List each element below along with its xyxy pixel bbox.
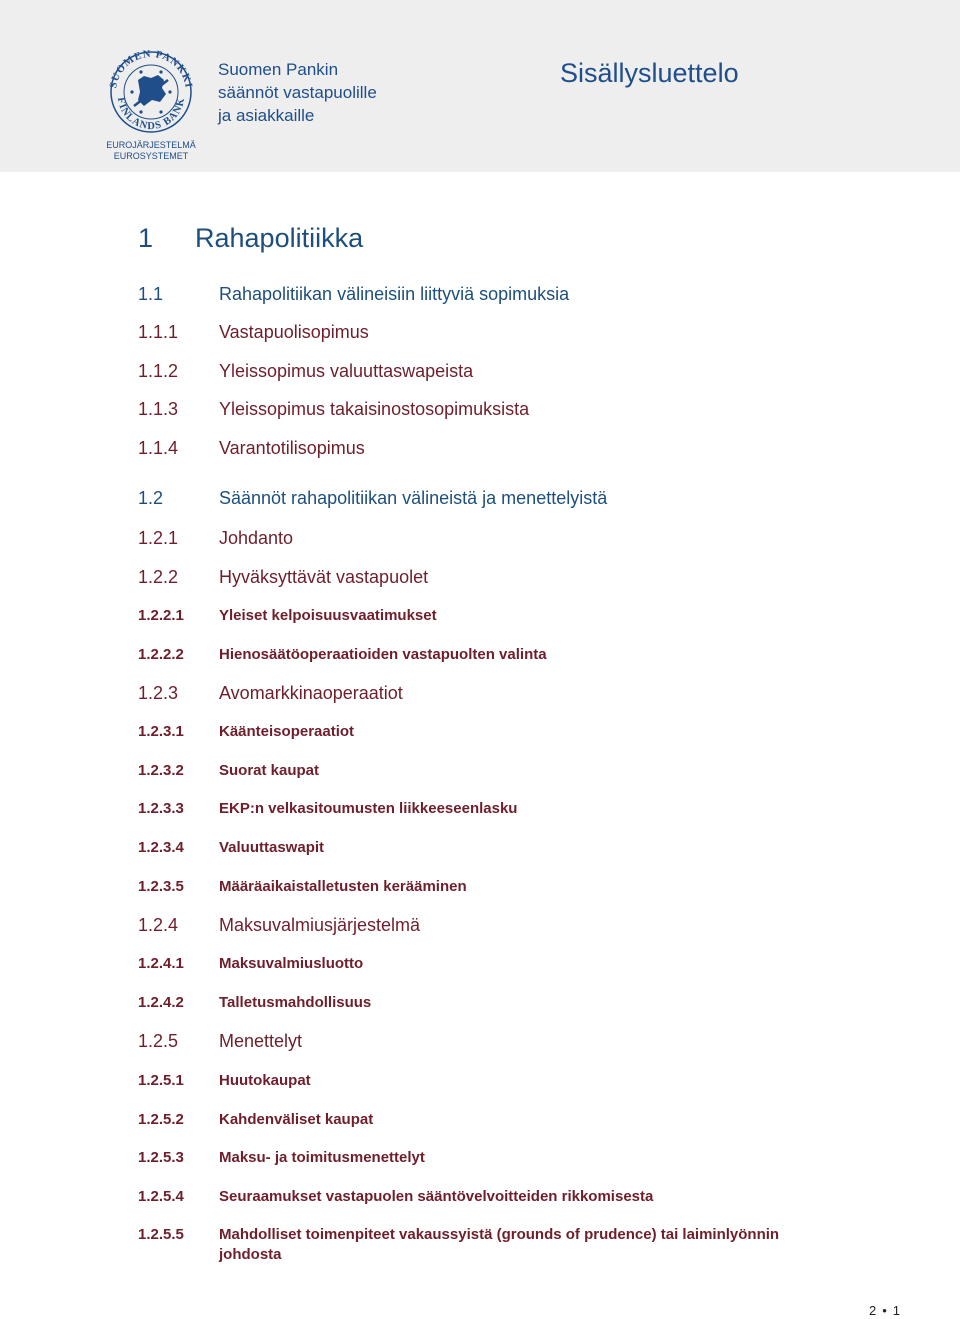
- toc-entry-title: Suorat kaupat: [219, 762, 320, 779]
- toc-entry-number: 1.1.1: [138, 322, 179, 342]
- toc-entry-title: Yleissopimus takaisinostosopimuksista: [219, 399, 530, 419]
- header-subtitle: [218, 58, 377, 127]
- toc-entry-number: 1.1.4: [138, 438, 179, 458]
- toc-entry-title: EKP:n velkasitoumusten liikkeeseenlasku: [219, 800, 518, 817]
- toc-entry-number: 1.2.3.3: [138, 800, 184, 817]
- toc-entry-title: Menettelyt: [219, 1031, 303, 1051]
- toc-entry-title: Mahdolliset toimenpiteet vakaussyistä (grounds of prudence) tai laiminlyönnin johdosta: [219, 1226, 780, 1263]
- toc-entry-title: Talletusmahdollisuus: [219, 994, 372, 1011]
- toc-entry-title: Varantotilisopimus: [219, 438, 365, 458]
- toc-entry-title: Määräaikaistalletusten kerääminen: [219, 878, 467, 895]
- toc-entry-number: 1.2.5.2: [138, 1111, 184, 1128]
- toc-entry-number: 1.2.5.4: [138, 1188, 184, 1205]
- toc-entry-number: 1.2.5: [138, 1031, 179, 1051]
- toc-entry-number: 1.2.3.5: [138, 878, 184, 895]
- toc-entry-number: 1.2.2: [138, 567, 179, 587]
- toc-entry-number: 1.2.4.2: [138, 994, 184, 1011]
- svg-text:FINLANDS BANK: FINLANDS BANK: [114, 96, 188, 133]
- page-number: [869, 1303, 900, 1318]
- toc-entry-number: 1.2: [138, 488, 164, 508]
- toc-entry-number: 1.2.2.1: [138, 607, 184, 624]
- toc-entry-title: Maksuvalmiusluotto: [219, 955, 364, 972]
- toc-entry-number: 1.2.3.2: [138, 762, 184, 779]
- header-subtitle-line: Suomen Pankin: [218, 60, 339, 79]
- footer-page-number: 1: [892, 1303, 901, 1318]
- toc-entry-title: Valuuttaswapit: [219, 839, 325, 856]
- toc-entry-title: Rahapolitiikan välineisiin liittyviä sopimuksia: [219, 284, 570, 304]
- svg-text:SUOMEN PANKKI: SUOMEN PANKKI: [108, 50, 194, 90]
- toc-entry-title: Säännöt rahapolitiikan välineistä ja menettelyistä: [219, 488, 608, 508]
- toc-entry-number: 1.2.3: [138, 683, 179, 703]
- toc-entry-number: 1.2.5.1: [138, 1072, 184, 1089]
- toc-entry-title: Huutokaupat: [219, 1072, 311, 1089]
- toc-entry-title: Hyväksyttävät vastapuolet: [219, 567, 429, 587]
- page-title: Sisällysluettelo: [560, 58, 739, 88]
- toc-entry-title: Yleissopimus valuuttaswapeista: [219, 361, 474, 381]
- svg-text:EUROSYSTEMET: EUROSYSTEMET: [113, 151, 189, 161]
- toc-entry-number: 1.2.1: [138, 528, 179, 548]
- toc-entry-number: 1.2.3.1: [138, 723, 184, 740]
- toc-entry-number: 1.1: [138, 284, 164, 304]
- toc-entry-number: 1.1.2: [138, 361, 179, 381]
- header-subtitle-line: ja asiakkaille: [218, 106, 315, 125]
- toc-entry-number: 1.2.5.3: [138, 1149, 184, 1166]
- toc-entry-title: Seuraamukset vastapuolen sääntövelvoitteiden rikkomisesta: [219, 1188, 654, 1205]
- toc-entry-title: Maksuvalmiusjärjestelmä: [219, 915, 421, 935]
- toc-entry-title: Käänteisoperaatiot: [219, 723, 355, 740]
- page-header: [0, 0, 960, 172]
- chapter-number: 1: [138, 223, 154, 253]
- toc-entry-title: Kahdenväliset kaupat: [219, 1111, 374, 1128]
- toc-entry-number: 1.2.3.4: [138, 839, 184, 856]
- toc-entry-number: 1.2.2.2: [138, 646, 184, 663]
- toc-entry-title: Hienosäätöoperaatioiden vastapuolten valinta: [219, 646, 547, 663]
- toc-entry-title: Yleiset kelpoisuusvaatimukset: [219, 607, 437, 624]
- bullet-separator-icon: •: [882, 1303, 887, 1318]
- chapter-title: Rahapolitiikka: [195, 223, 364, 253]
- toc-entry-title: Vastapuolisopimus: [219, 322, 369, 342]
- suomen-pankki-logo-icon: [104, 50, 198, 162]
- toc-entry-title: Johdanto: [219, 528, 294, 548]
- toc-entry-number: 1.2.4.1: [138, 955, 184, 972]
- toc-entry-number: 1.2.4: [138, 915, 179, 935]
- svg-text:EUROJÄRJESTELMÄ: EUROJÄRJESTELMÄ: [106, 140, 196, 150]
- toc-entry-number: 1.2.5.5: [138, 1226, 184, 1243]
- toc-entry-number: 1.1.3: [138, 399, 179, 419]
- chapter-heading: [138, 220, 363, 256]
- toc-entry-title: Maksu- ja toimitusmenettelyt: [219, 1149, 425, 1166]
- header-subtitle-line: säännöt vastapuolille: [218, 83, 377, 102]
- toc-entry-title: Avomarkkinaoperaatiot: [219, 683, 403, 703]
- footer-chapter-number: 2: [869, 1303, 877, 1318]
